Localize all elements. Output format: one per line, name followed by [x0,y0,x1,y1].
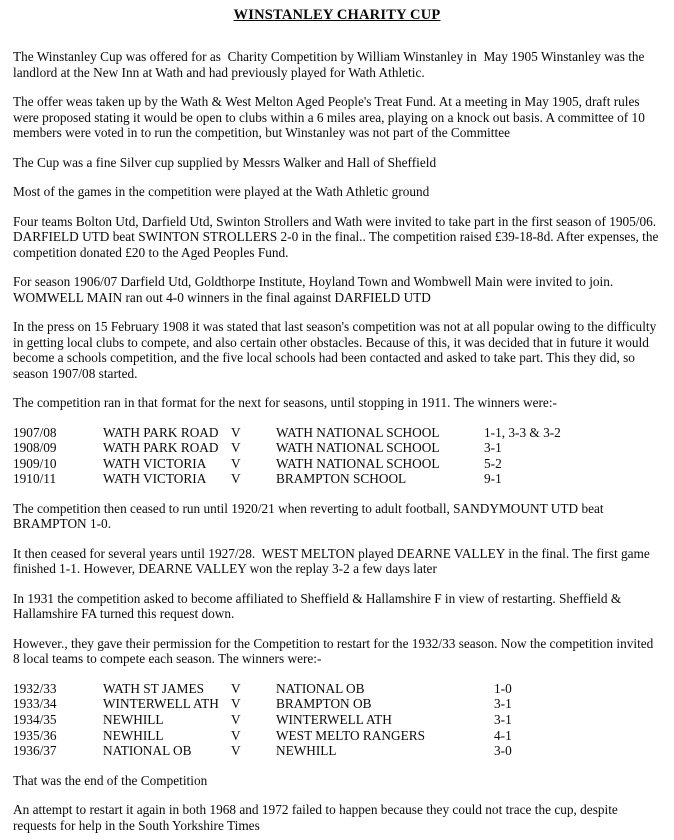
away-team-cell: WATH NATIONAL SCHOOL [276,424,440,440]
home-team-cell: WATH PARK ROAD [103,440,219,456]
table-row [13,471,661,487]
home-team-cell: WATH VICTORIA [103,455,207,471]
season-cell: 1907/08 [13,424,57,440]
paragraph-school-winners-intro: The competition ran in that format for the next for seasons, until stopping in 1911. The winners were:- [13,395,557,410]
paragraph-failed-restarts: An attempt to restart it again in both 1968 and 1972 failed to happen because they could not trace the cup, despite requests for help in the South Yorkshire Times [13,802,622,833]
home-team-cell: NEWHILL [103,727,164,743]
versus-cell: V [231,440,241,456]
season-cell: 1909/10 [13,455,57,471]
versus-cell: V [231,712,241,728]
away-team-cell: NATIONAL OB [276,680,365,696]
score-cell: 3-1 [484,440,502,456]
away-team-cell: WINTERWELL ATH [276,712,392,728]
score-cell: 1-0 [494,680,512,696]
season-cell: 1908/09 [13,440,57,456]
home-team-cell: WATH ST JAMES [103,680,204,696]
paragraph-1927-final: It then ceased for several years until 1927/28. WEST MELTON played DEARNE VALLEY in the final. The first game finished 1-1. However, DEARNE VALLEY won the replay 3-2 a few days later [13,545,654,577]
table-row [13,728,661,744]
score-cell: 4-1 [494,727,512,743]
score-cell: 3-1 [494,712,512,728]
paragraph-1920-restart: The competition then ceased to run until 1920/21 when reverting to adult football, SANDYMOUNT UTD beat BRAMPTON 1-0. [13,500,607,532]
table-row [13,696,661,712]
home-team-cell: WINTERWELL ATH [103,696,219,712]
paragraph-intro: The Winstanley Cup was offered for as Charity Competition by William Winstanley in May 1905 Winstanley was the landlord at the New Inn at Wath and had previously played for Wath Athletic. [13,49,648,80]
table-row [13,456,661,472]
table-row [13,440,661,456]
season-cell: 1935/36 [13,727,57,743]
season-cell: 1910/11 [13,471,57,487]
versus-cell: V [231,455,241,471]
versus-cell: V [231,680,241,696]
paragraph-1931-affiliation: In 1931 the competition asked to become affiliated to Sheffield & Hallamshire F in view of restarting. Sheffield & Hallamshire FA turned this request down. [13,590,625,622]
table-row [13,712,661,728]
versus-cell: V [231,471,241,487]
score-cell: 1-1, 3-3 & 3-2 [484,424,561,440]
document-title: WINSTANLEY CHARITY CUP [233,7,441,23]
table-row [13,425,661,441]
paragraph-end-of-competition: That was the end of the Competition [13,772,208,788]
paragraph-schools-competition: In the press on 15 February 1908 it was stated that last season's competition was not at all popular owing to the difficulty in getting local clubs to compete, and also certain other obstacles. Because of this, it was decided that in future it would become a schools competition, and the five local schools had been contacted and asked to take part. This they did, so season 1907/08 started. [13,319,660,381]
season-cell: 1934/35 [13,712,57,728]
school-era-winners-table [13,425,661,487]
paragraph-silver-cup: The Cup was a fine Silver cup supplied by Messrs Walker and Hall of Sheffield [13,154,437,170]
home-team-cell: NATIONAL OB [103,743,192,759]
season-cell: 1936/37 [13,743,57,759]
score-cell: 3-1 [494,696,512,712]
season-cell: 1933/34 [13,696,57,712]
home-team-cell: WATH VICTORIA [103,471,207,487]
away-team-cell: WATH NATIONAL SCHOOL [276,440,440,456]
away-team-cell: WATH NATIONAL SCHOOL [276,455,440,471]
score-cell: 9-1 [484,471,502,487]
score-cell: 3-0 [494,743,512,759]
home-team-cell: NEWHILL [103,712,164,728]
versus-cell: V [231,696,241,712]
paragraph-first-season: Four teams Bolton Utd, Darfield Utd, Swinton Strollers and Wath were invited to take part in the first season of 1905/06. DARFIELD UTD beat SWINTON STROLLERS 2-0 in the final.. The competition raised £39-18-8d. After expenses, the competition donated £20 to the Aged Peoples Fund. [13,213,662,260]
table-row [13,681,661,697]
versus-cell: V [231,743,241,759]
season-cell: 1932/33 [13,680,57,696]
score-cell: 5-2 [484,455,502,471]
away-team-cell: NEWHILL [276,743,337,759]
home-team-cell: WATH PARK ROAD [103,424,219,440]
paragraph-second-season: For season 1906/07 Darfield Utd, Goldthorpe Institute, Hoyland Town and Wombwell Main were invited to join. WOMWELL MAIN ran out 4-0 winners in the final against DARFIELD UTD [13,274,617,305]
away-team-cell: BRAMPTON OB [276,696,372,712]
paragraph-offer-taken-up: The offer weas taken up by the Wath & West Melton Aged People's Treat Fund. At a meeting in May 1905, draft rules were proposed stating it would be open to clubs within a 6 miles area, playing on a knock out basis. A committee of 10 members were voted in to run the competition, but Winstanley was not part of the Committee [13,94,649,140]
paragraph-1932-restart-intro: However., they gave their permission for the Competition to restart for the 1932/33 season. Now the competition invited 8 local teams to compete each season. The winners were:- [13,635,657,667]
away-team-cell: BRAMPTON SCHOOL [276,471,407,487]
away-team-cell: WEST MELTO RANGERS [276,727,425,743]
paragraph-games-venue: Most of the games in the competition were played at the Wath Athletic ground [13,184,430,199]
table-row [13,743,661,759]
versus-cell: V [231,424,241,440]
versus-cell: V [231,727,241,743]
restart-era-winners-table [13,681,661,759]
